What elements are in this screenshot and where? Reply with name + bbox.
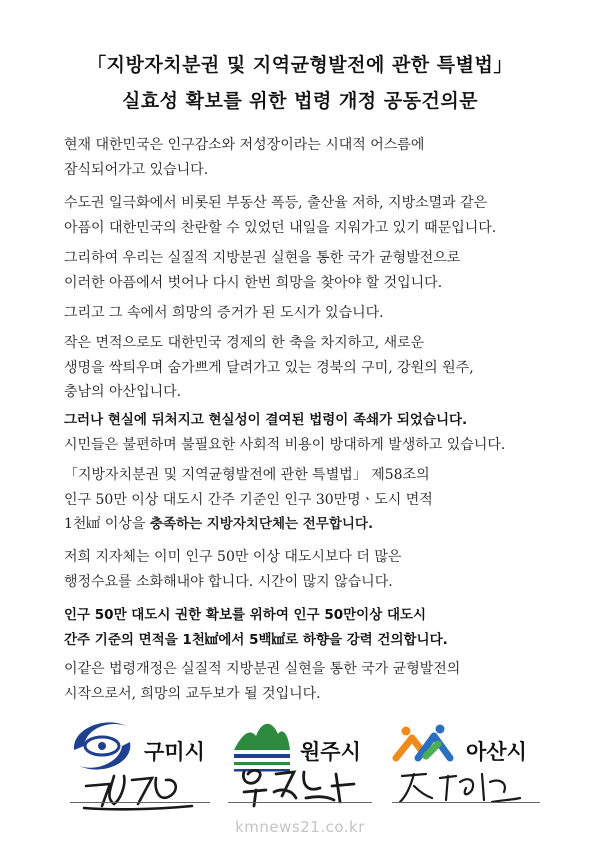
text-line: 저희 지자체는 이미 인구 50만 이상 대도시보다 더 많은 bbox=[64, 549, 402, 565]
text-line: 이러한 아픔에서 벗어나 다시 한번 희망을 찾아야 할 것입니다. bbox=[64, 274, 443, 291]
signature-line bbox=[70, 802, 210, 803]
signatory-gumi bbox=[66, 716, 216, 816]
paragraph-10 bbox=[64, 657, 544, 706]
signatory-wonju bbox=[228, 716, 378, 816]
paragraph-8 bbox=[64, 545, 544, 594]
text-line: 시민들은 불편하며 불필요한 사회적 비용이 방대하게 발생하고 있습니다. bbox=[64, 436, 506, 453]
emphasis-line: 그러나 현실에 뒤처지고 현실성이 결여된 법령이 족쇄가 되었습니다. bbox=[64, 412, 468, 428]
signature-line bbox=[228, 802, 372, 803]
text-line: 그리하여 우리는 실질적 지방분권 실현을 통한 국가 균형발전으로 bbox=[64, 250, 461, 266]
text-line: 잠식되어가고 있습니다. bbox=[64, 161, 209, 178]
emphasis-line: 인구 50만 대도시 권한 확보를 위하여 인구 50만이상 대도시 bbox=[64, 607, 427, 623]
mixed-line bbox=[64, 512, 544, 537]
paragraph-2 bbox=[64, 191, 544, 240]
emphasis-span: 충족하는 지방자치단체는 전무합니다. bbox=[149, 516, 374, 532]
text-line: 생명을 싹틔우며 숨가쁘게 달려가고 있는 경북의 구미, 강원의 원주, bbox=[64, 359, 474, 376]
signatory-asan bbox=[392, 716, 542, 816]
text-line: 현재 대한민국은 인구감소와 저성장이라는 시대적 어스름에 bbox=[64, 137, 425, 153]
paragraph-5 bbox=[64, 331, 544, 405]
paragraph-7 bbox=[64, 463, 544, 537]
text-line: 아픔이 대한민국의 찬란할 수 있었던 내일을 지워가고 있기 때문입니다. bbox=[64, 219, 497, 236]
wonju-mayor-signature bbox=[236, 762, 366, 812]
text-line: 이같은 법령개정은 실질적 지방분권 실현을 통한 국가 균형발전의 bbox=[64, 661, 461, 677]
paragraph-9 bbox=[64, 603, 544, 652]
document-title-line-2: 실효성 확보를 위한 법령 개정 공동건의문 bbox=[121, 90, 479, 112]
text-line: 충남의 아산입니다. bbox=[64, 384, 182, 400]
watermark: kmnews21.co.kr bbox=[235, 818, 365, 836]
text-line: 인구 50만 이상 대도시 간주 기준인 인구 30만명ㆍ도시 면적 bbox=[64, 491, 433, 508]
text-line: 시작으로서, 희망의 교두보가 될 것입니다. bbox=[64, 685, 321, 702]
gumi-mayor-signature bbox=[80, 764, 200, 814]
text-line: 수도권 일극화에서 비롯된 부동산 폭등, 출산율 저하, 지방소멸과 같은 bbox=[64, 195, 488, 211]
document-title-line-1: 「지방자치분권 및 지역균형발전에 관한 특별법」 bbox=[87, 54, 513, 76]
city-name-wonju: 원주시 bbox=[300, 740, 361, 764]
asan-mayor-signature bbox=[396, 762, 526, 812]
city-name-asan: 아산시 bbox=[466, 740, 527, 764]
paragraph-6 bbox=[64, 408, 544, 457]
text-line: 그리고 그 속에서 희망의 증거가 된 도시가 있습니다. bbox=[64, 305, 384, 321]
emphasis-line: 간주 기준의 면적을 1천㎢에서 5백㎢로 하향을 강력 건의합니다. bbox=[64, 631, 448, 648]
paragraph-4 bbox=[64, 301, 544, 326]
text-span: 1천㎢ 이상을 bbox=[64, 516, 150, 532]
text-line: 작은 면적으로도 대한민국 경제의 한 축을 차지하고, 새로운 bbox=[64, 335, 425, 351]
signature-line bbox=[392, 802, 540, 803]
paragraph-1 bbox=[64, 133, 544, 182]
city-name-gumi: 구미시 bbox=[144, 740, 205, 764]
paragraph-3 bbox=[64, 246, 544, 295]
text-line: 행정수요를 소화해내야 합니다. 시간이 많지 않습니다. bbox=[64, 573, 393, 590]
text-line: 「지방자치분권 및 지역균형발전에 관한 특별법」 제58조의 bbox=[64, 467, 430, 483]
